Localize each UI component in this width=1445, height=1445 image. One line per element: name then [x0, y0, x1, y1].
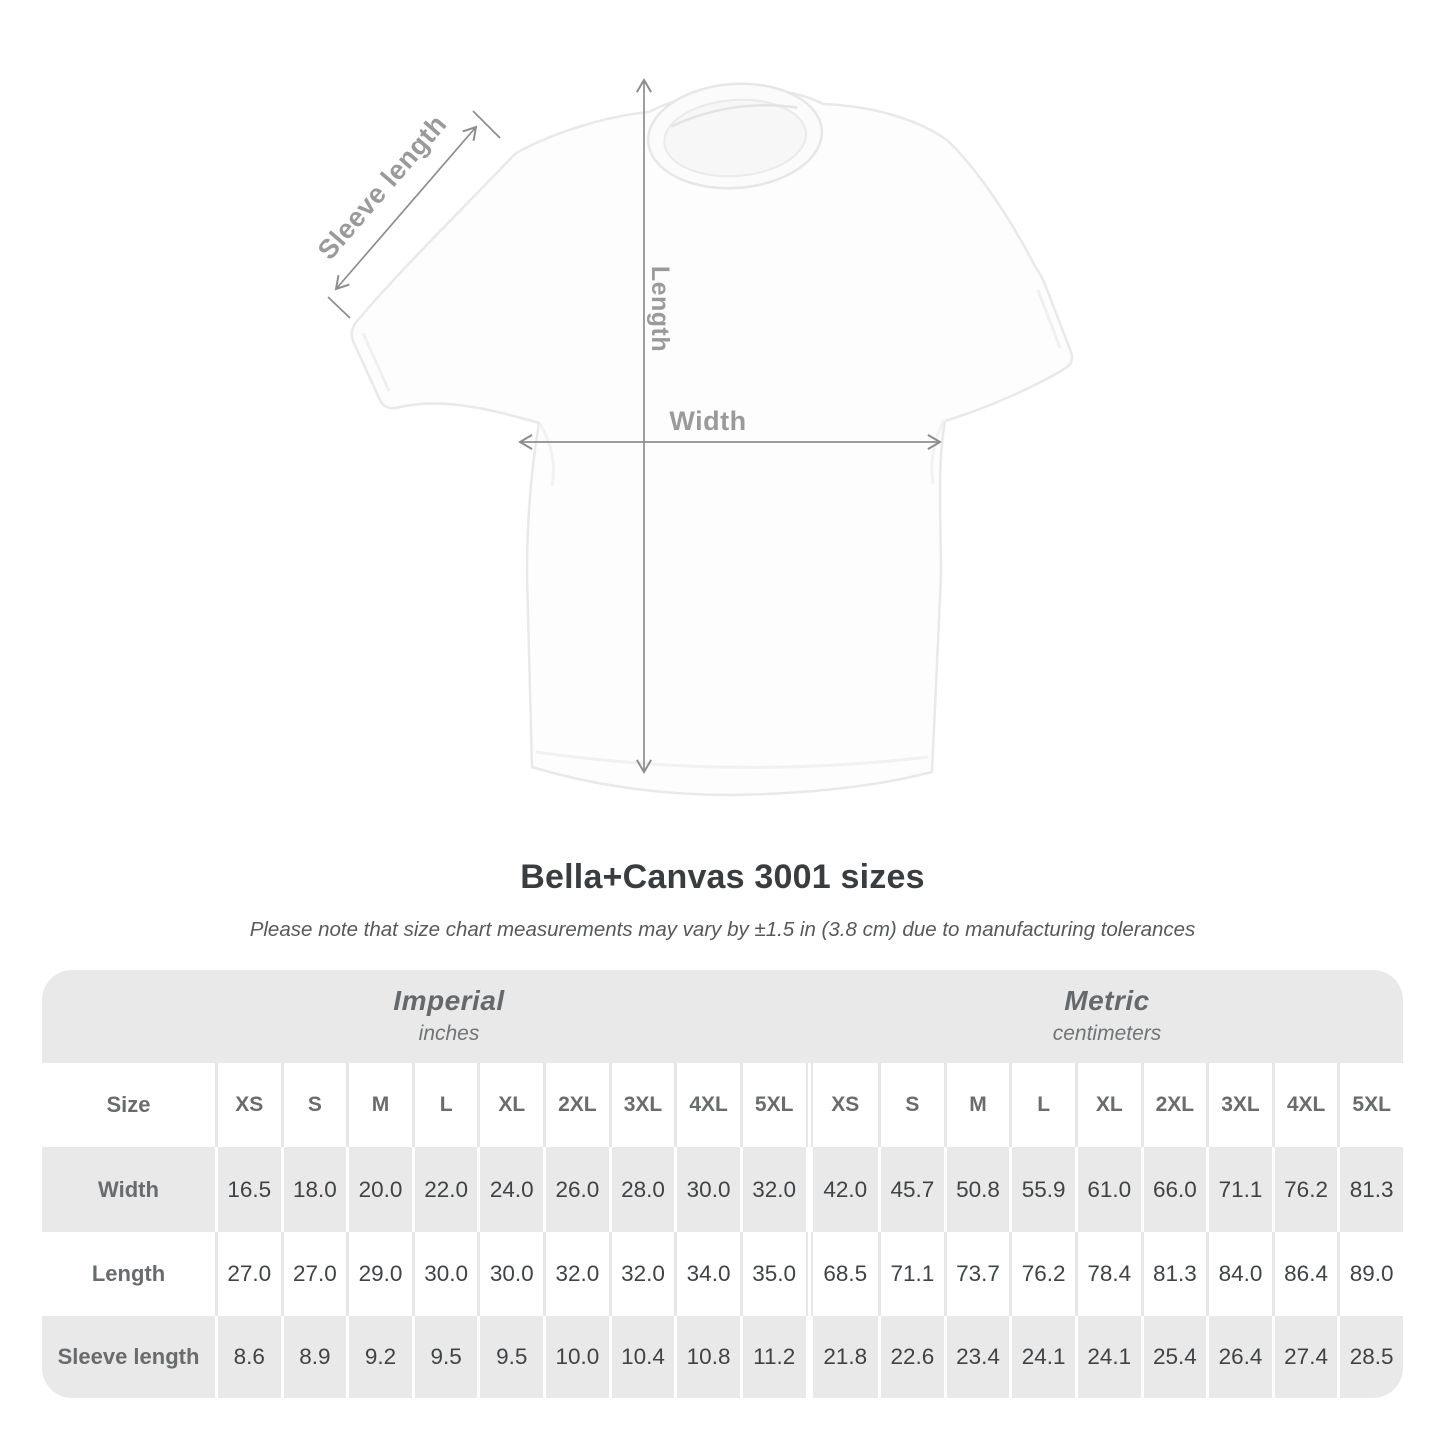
group-divider — [806, 1147, 813, 1232]
table-cell: 22.6 — [878, 1316, 944, 1398]
table-cell: 24.1 — [1009, 1316, 1075, 1398]
size-col-header: XL — [1075, 1063, 1141, 1147]
imperial-group-header — [393, 983, 504, 1050]
table-cell: 16.5 — [215, 1147, 281, 1232]
size-col-header: S — [281, 1063, 347, 1147]
page-subtitle: Please note that size chart measurements may vary by ±1.5 in (3.8 cm) due to manufacturing tolerances — [249, 918, 1196, 941]
table-cell: 9.2 — [346, 1316, 412, 1398]
metric-unit: centimeters — [1052, 1022, 1162, 1045]
imperial-unit: inches — [418, 1022, 480, 1045]
table-cell: 55.9 — [1009, 1147, 1075, 1232]
size-col-header: XL — [477, 1063, 543, 1147]
metric-group-header — [1053, 983, 1162, 1050]
size-col-header: L — [412, 1063, 478, 1147]
table-cell: 24.0 — [477, 1147, 543, 1232]
table-cell: 73.7 — [944, 1232, 1010, 1316]
table-cell: 29.0 — [346, 1232, 412, 1316]
row-label: Width — [98, 1176, 159, 1202]
table-cell: 35.0 — [740, 1232, 806, 1316]
table-cell: 32.0 — [609, 1232, 675, 1316]
group-divider — [806, 1316, 813, 1398]
width-label: Width — [669, 406, 747, 436]
table-cell: 45.7 — [878, 1147, 944, 1232]
size-col-header: 4XL — [1272, 1063, 1338, 1147]
table-cell: 8.9 — [281, 1316, 347, 1398]
table-cell: 61.0 — [1075, 1147, 1141, 1232]
table-cell: 18.0 — [281, 1147, 347, 1232]
table-cell: 27.0 — [281, 1232, 347, 1316]
table-cell: 25.4 — [1141, 1316, 1207, 1398]
size-col-header: XS — [215, 1063, 281, 1147]
unit-band — [42, 970, 1403, 1063]
size-header-row — [42, 1063, 1403, 1147]
table-cell: 30.0 — [674, 1147, 740, 1232]
table-cell: 21.8 — [823, 1344, 868, 1369]
table-cell: 28.0 — [609, 1147, 675, 1232]
table-cell: 84.0 — [1206, 1232, 1272, 1316]
size-col-header: 2XL — [1141, 1063, 1207, 1147]
table-cell: 27.0 — [215, 1232, 281, 1316]
table-cell: 78.4 — [1075, 1232, 1141, 1316]
size-col-header: 2XL — [543, 1063, 609, 1147]
size-col-header: XS — [831, 1093, 860, 1116]
group-divider — [806, 1232, 813, 1316]
table-cell: 22.0 — [412, 1147, 478, 1232]
table-cell: 27.4 — [1272, 1316, 1338, 1398]
imperial-label: Imperial — [393, 985, 505, 1016]
table-cell: 50.8 — [944, 1147, 1010, 1232]
table-cell: 66.0 — [1141, 1147, 1207, 1232]
table-cell: 11.2 — [740, 1316, 806, 1398]
table-row-sleeve-length — [42, 1316, 1403, 1398]
table-cell: 30.0 — [477, 1232, 543, 1316]
table-cell: 10.8 — [674, 1316, 740, 1398]
sleeve-length-label: Sleeve length — [311, 108, 453, 266]
table-cell: 24.1 — [1075, 1316, 1141, 1398]
table-cell: 26.4 — [1206, 1316, 1272, 1398]
table-cell: 9.5 — [412, 1316, 478, 1398]
table-cell: 71.1 — [1206, 1147, 1272, 1232]
row-label: Length — [91, 1261, 166, 1286]
table-cell: 76.2 — [1272, 1147, 1338, 1232]
sleeve-bottom-tick — [328, 297, 350, 318]
page-title: Bella+Canvas 3001 sizes — [520, 858, 925, 896]
table-row-width — [42, 1147, 1403, 1232]
table-cell: 89.0 — [1337, 1232, 1403, 1316]
table-row-length — [42, 1232, 1403, 1316]
corner-label: Size — [106, 1092, 151, 1117]
size-col-header: M — [944, 1063, 1010, 1147]
group-divider — [806, 1063, 813, 1147]
sleeve-top-tick — [473, 111, 500, 138]
table-cell: 42.0 — [823, 1176, 868, 1202]
size-col-header: 5XL — [740, 1063, 806, 1147]
size-col-header: S — [878, 1063, 944, 1147]
table-cell: 23.4 — [944, 1316, 1010, 1398]
table-cell: 32.0 — [543, 1232, 609, 1316]
table-cell: 76.2 — [1009, 1232, 1075, 1316]
size-col-header: 5XL — [1337, 1063, 1403, 1147]
table-cell: 9.5 — [477, 1316, 543, 1398]
table-cell: 81.3 — [1337, 1147, 1403, 1232]
table-cell: 68.5 — [823, 1261, 868, 1286]
tshirt-shape — [352, 78, 1072, 795]
table-cell: 10.0 — [543, 1316, 609, 1398]
size-col-header: 3XL — [1206, 1063, 1272, 1147]
table-cell: 10.4 — [609, 1316, 675, 1398]
table-cell: 30.0 — [412, 1232, 478, 1316]
table-cell: 86.4 — [1272, 1232, 1338, 1316]
table-cell: 32.0 — [740, 1147, 806, 1232]
table-cell: 20.0 — [346, 1147, 412, 1232]
size-col-header: 4XL — [674, 1063, 740, 1147]
table-cell: 8.6 — [215, 1316, 281, 1398]
table-cell: 81.3 — [1141, 1232, 1207, 1316]
row-label: Sleeve length — [57, 1344, 200, 1369]
size-col-header: L — [1009, 1063, 1075, 1147]
size-col-header: M — [346, 1063, 412, 1147]
length-label: Length — [646, 265, 674, 353]
metric-label: Metric — [1064, 985, 1150, 1016]
table-cell: 28.5 — [1337, 1316, 1403, 1398]
size-table — [42, 970, 1403, 1398]
table-cell: 34.0 — [674, 1232, 740, 1316]
table-cell: 26.0 — [543, 1147, 609, 1232]
table-cell: 71.1 — [878, 1232, 944, 1316]
size-col-header: 3XL — [609, 1063, 675, 1147]
